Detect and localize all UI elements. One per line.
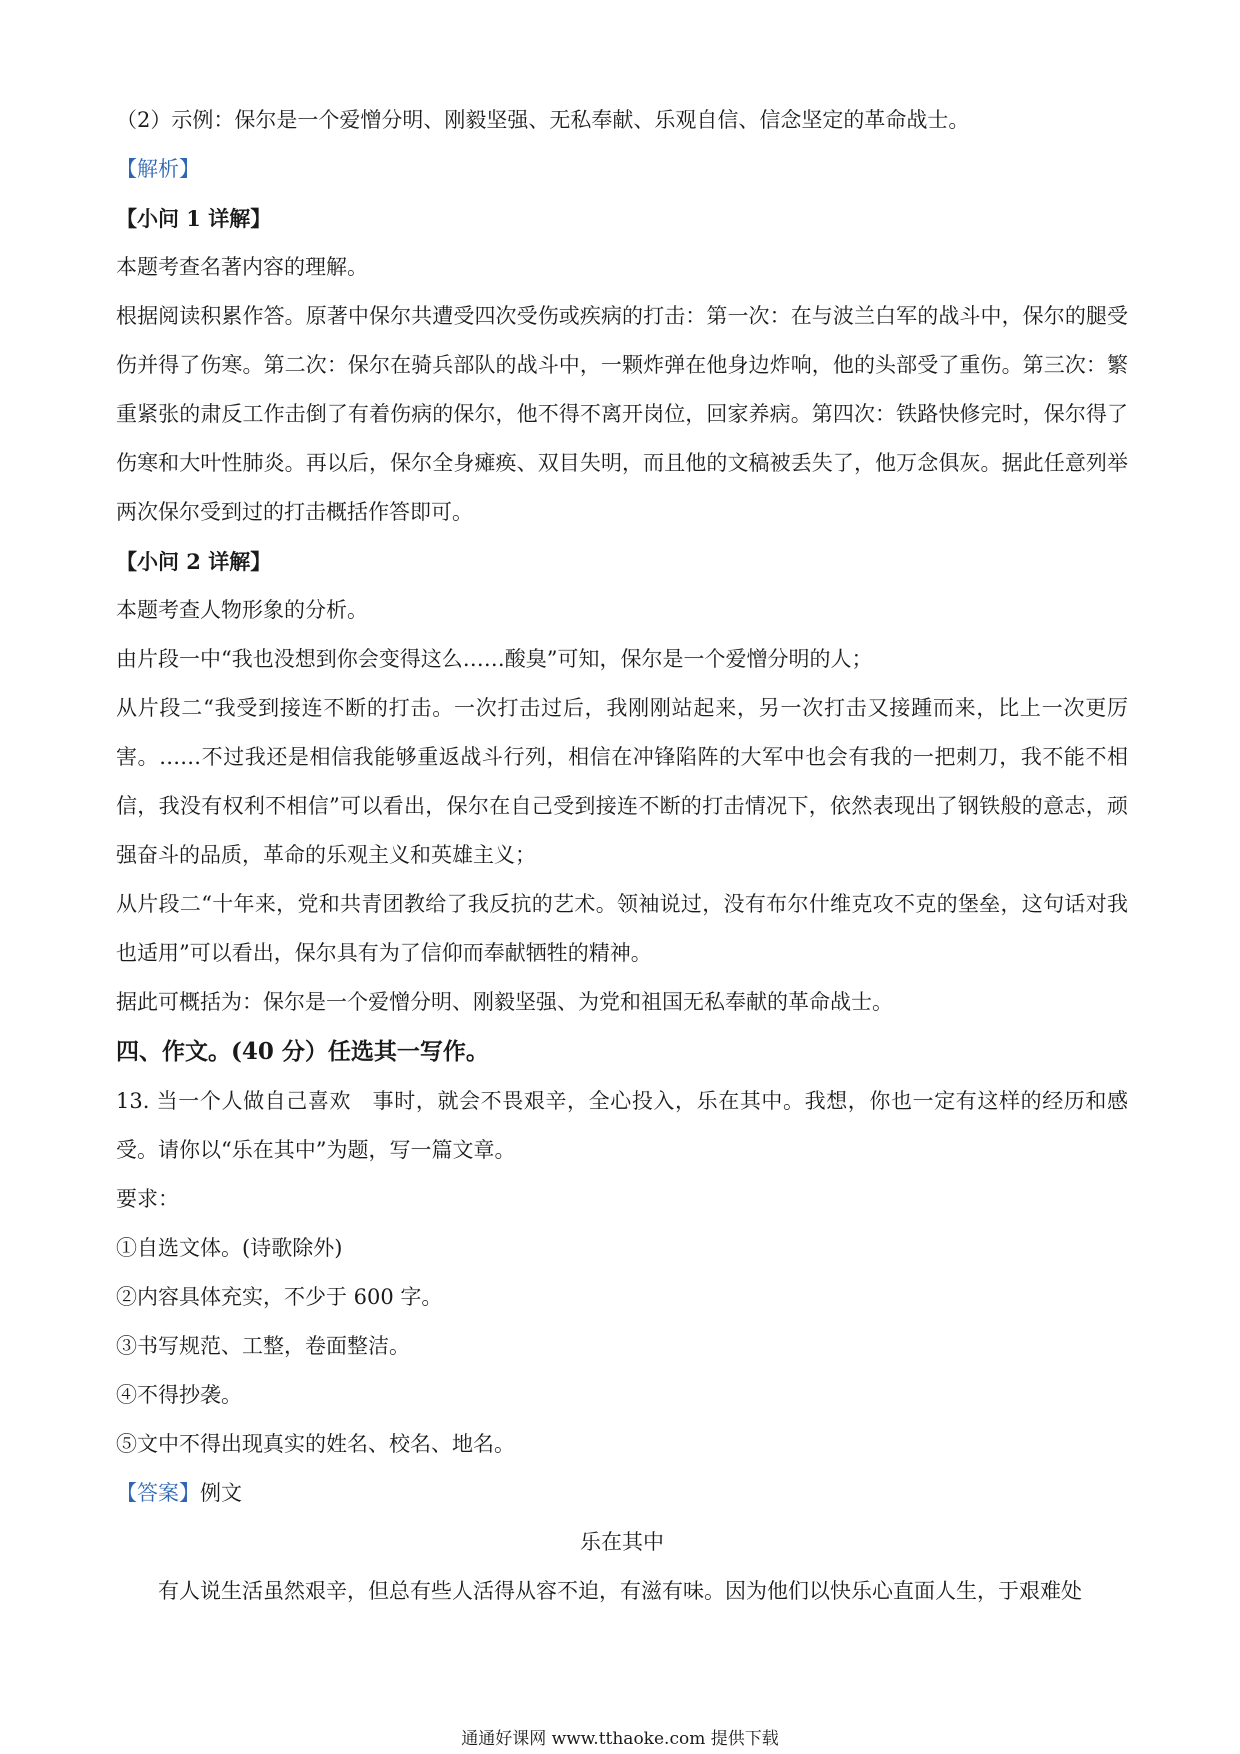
requirement-4: ④不得抄袭。 [116,1383,242,1407]
sub-question-1-heading: 【小问 1 详解】 [116,206,272,231]
sub-question-2-heading: 【小问 2 详解】 [116,549,272,574]
analysis-tag: 【解析】 [116,157,200,181]
sub-question-2-paragraph-1: 由片段一中“我也没想到你会变得这么……酸臭”可知，保尔是一个爱憎分明的人； [116,647,873,671]
sub-question-1-intro: 本题考查名著内容的理解。 [116,255,368,279]
document-page [116,96,1128,1616]
requirement-1: ①自选文体。(诗歌除外) [116,1236,343,1260]
sub-question-2-conclusion: 据此可概括为：保尔是一个爱憎分明、刚毅坚强、为党和祖国无私奉献的革命战士。 [116,990,893,1014]
essay-paragraph-1: 有人说生活虽然艰辛，但总有些人活得从容不迫，有滋有味。因为他们以快乐心直面人生，于艰难处 [158,1579,1082,1603]
requirement-2: ②内容具体充实，不少于 600 字。 [116,1285,443,1309]
requirements-heading: 要求： [116,1187,179,1211]
essay-title: 乐在其中 [580,1530,664,1554]
answer-tag: 【答案】 [116,1481,200,1505]
question-13: 13. 当一个人做自己喜欢 事时，就会不畏艰辛，全心投入，乐在其中。我想，你也一定有这样的经历和感受。请你以“乐在其中”为题，写一篇文章。 [116,1089,1128,1162]
answer-line-2: （2）示例：保尔是一个爱憎分明、刚毅坚强、无私奉献、乐观自信、信念坚定的革命战士。 [116,108,970,132]
requirement-5: ⑤文中不得出现真实的姓名、校名、地名。 [116,1432,515,1456]
sub-question-2-paragraph-2: 从片段二“我受到接连不断的打击。一次打击过后，我刚刚站起来，另一次打击又接踵而来，比上一次更厉害。……不过我还是相信我能够重返战斗行列，相信在冲锋陷阵的大军中也会有我的一把刺刀，我不能不相信，我没有权利不相信”可以看出，保尔在自己受到接连不断的打击情况下，依然表现出了钢铁般的意志，顽强奋斗的品质，革命的乐观主义和英雄主义； [116,696,1128,867]
answer-line [116,1469,1128,1518]
answer-label: 例文 [200,1481,242,1505]
section-4-title: 四、作文。(40 分）任选其一写作。 [116,1038,489,1065]
sub-question-1-body: 根据阅读积累作答。原著中保尔共遭受四次受伤或疾病的打击：第一次：在与波兰白军的战斗中，保尔的腿受伤并得了伤寒。第二次：保尔在骑兵部队的战斗中，一颗炸弹在他身边炸响，他的头部受了重伤。第三次：繁重紧张的肃反工作击倒了有着伤病的保尔，他不得不离开岗位，回家养病。第四次：铁路快修完时，保尔得了伤寒和大叶性肺炎。再以后，保尔全身瘫痪、双目失明，而且他的文稿被丢失了，他万念俱灰。据此任意列举两次保尔受到过的打击概括作答即可。 [116,304,1128,524]
sub-question-2-intro: 本题考查人物形象的分析。 [116,598,368,622]
requirement-3: ③书写规范、工整，卷面整洁。 [116,1334,410,1358]
page-footer: 通通好课网 www.tthaoke.com 提供下载 [461,1729,779,1749]
sub-question-2-paragraph-3: 从片段二“十年来，党和共青团教给了我反抗的艺术。领袖说过，没有布尔什维克攻不克的堡垒，这句话对我也适用”可以看出，保尔具有为了信仰而奉献牺牲的精神。 [116,892,1128,965]
